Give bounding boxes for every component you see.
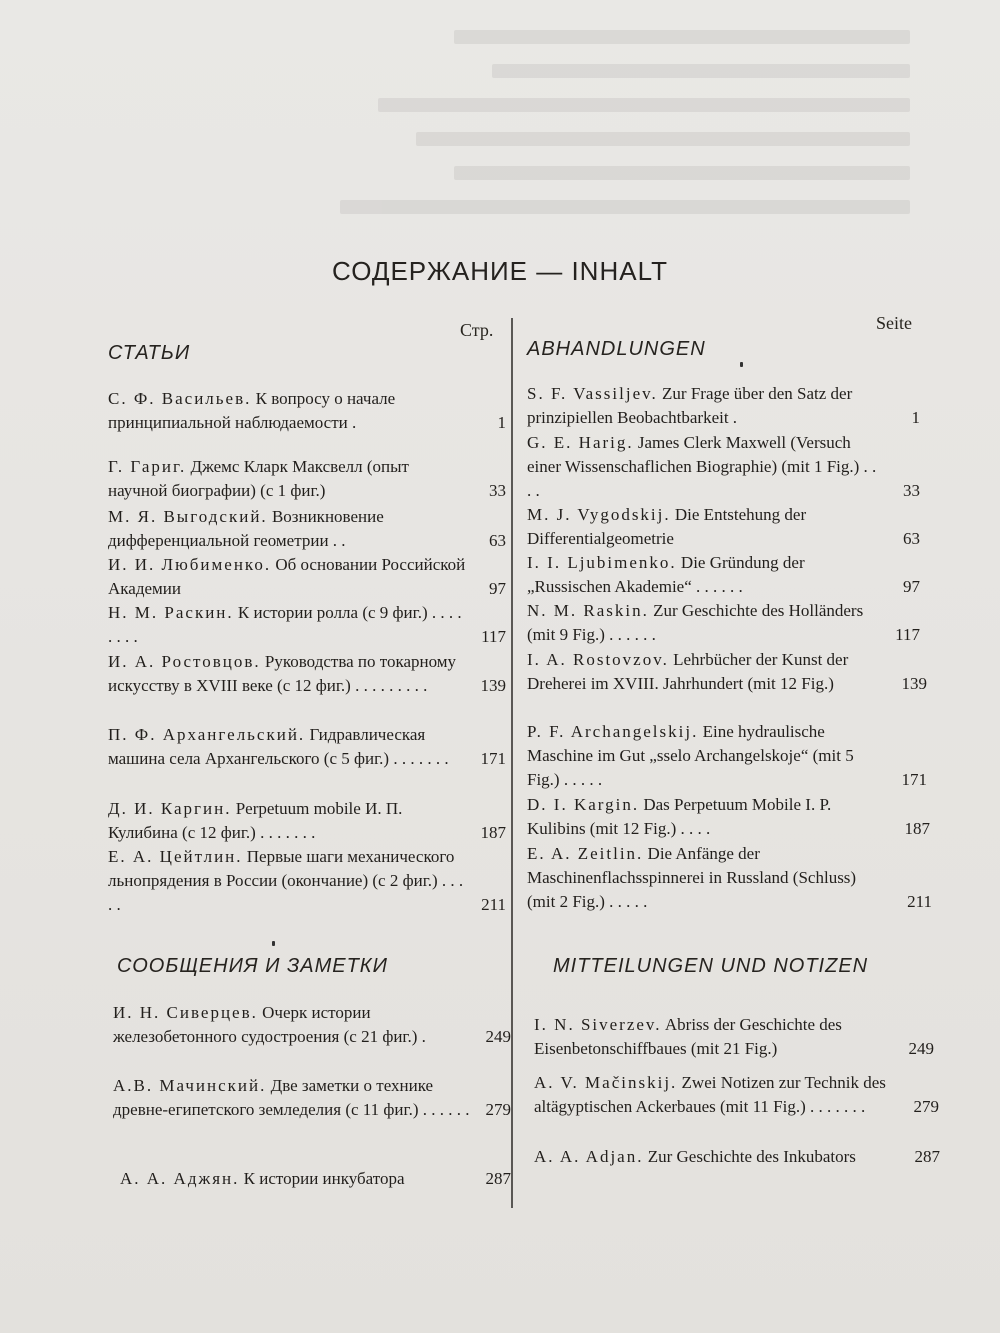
toc-entry[interactable]: [527, 793, 930, 841]
entry-page: 287: [485, 1169, 511, 1188]
entry-title: Die Anfänge der Maschinenflachsspinnerei in Russland (Schluss) (mit 2 Fig.) . . . . .: [527, 844, 857, 911]
toc-entry[interactable]: [108, 505, 506, 553]
entry-author: A. A. Adjan.: [534, 1147, 644, 1166]
entry-author: A. V. Mačinskij.: [534, 1073, 678, 1092]
toc-entry[interactable]: [527, 720, 927, 792]
entry-page: 33: [903, 481, 920, 500]
toc-entry[interactable]: [527, 842, 932, 914]
entry-author: М. Я. Выгодский.: [108, 507, 268, 526]
page-title: СОДЕРЖАНИЕ — INHALT: [332, 256, 668, 286]
entry-author: И. Н. Сиверцев.: [113, 1003, 258, 1022]
entry-title: Гидравлическая машина села Архангельского (с 5 фиг.) . . . . . . .: [108, 725, 449, 768]
section-heading-mitteilungen: MITTEILUNGEN UND NOTIZEN: [553, 955, 869, 977]
toc-entry[interactable]: [534, 1013, 934, 1061]
section-heading-notes: СООБЩЕНИЯ И ЗАМЕТКИ: [117, 955, 388, 977]
entry-page: 187: [904, 819, 930, 838]
entry-author: E. A. Zeitlin.: [527, 844, 644, 863]
toc-entry[interactable]: [108, 387, 506, 435]
entry-page: 211: [907, 892, 932, 911]
toc-entry[interactable]: [113, 1074, 511, 1122]
section-heading-articles: СТАТЬИ: [108, 342, 191, 364]
toc-entry[interactable]: [108, 553, 506, 601]
entry-author: M. J. Vygodskij.: [527, 505, 671, 524]
entry-author: N. M. Raskin.: [527, 601, 649, 620]
entry-title: Zur Frage über den Satz der prinzipiellen Beobachtbarkeit .: [527, 384, 853, 427]
entry-author: А. А. Аджян.: [120, 1169, 240, 1188]
entry-author: I. A. Rostovzov.: [527, 650, 669, 669]
toc-entry[interactable]: [120, 1167, 511, 1191]
toc-entry[interactable]: [108, 845, 506, 917]
entry-page: 97: [903, 577, 920, 596]
entry-title: James Clerk Maxwell (Versuch einer Wissenschaflichen Biographie) (mit 1 Fig.) . . . .: [527, 433, 877, 500]
entry-title: Об основании Российской Академии: [108, 555, 466, 598]
toc-entry[interactable]: [527, 503, 920, 551]
entry-author: Н. М. Раскин.: [108, 603, 234, 622]
entry-page: 187: [480, 823, 506, 842]
entry-author: D. I. Kargin.: [527, 795, 640, 814]
entry-page: 249: [485, 1027, 511, 1046]
entry-author: Г. Гариг.: [108, 457, 187, 476]
right-page-header: Seite: [876, 313, 912, 333]
entry-page: 97: [489, 579, 506, 598]
entry-author: С. Ф. Васильев.: [108, 389, 252, 408]
toc-entry[interactable]: [113, 1001, 511, 1049]
entry-title: К вопросу о начале принципиальной наблюдаемости .: [108, 389, 396, 432]
entry-title: Zwei Notizen zur Technik des altägyptischen Ackerbaues (mit 11 Fig.) . . . . . . .: [534, 1073, 886, 1116]
toc-entry[interactable]: [108, 601, 506, 649]
toc-entry[interactable]: [527, 431, 920, 503]
entry-author: I. N. Siverzev.: [534, 1015, 662, 1034]
toc-entry[interactable]: [527, 599, 920, 647]
entry-page: 279: [913, 1097, 939, 1116]
entry-page: 33: [489, 481, 506, 500]
toc-entry[interactable]: [108, 723, 506, 771]
toc-entry[interactable]: [534, 1071, 939, 1119]
entry-page: 171: [901, 770, 927, 789]
entry-page: 117: [481, 627, 506, 646]
entry-title: Abriss der Geschichte des Eisenbetonschiffbaues (mit 21 Fig.): [534, 1015, 842, 1058]
entry-page: 139: [901, 674, 927, 693]
entry-title: Zur Geschichte des Holländers (mit 9 Fig.) . . . . . .: [527, 601, 864, 644]
entry-title: Eine hydraulische Maschine im Gut „sselo Archangelskoje“ (mit 5 Fig.) . . . . .: [527, 722, 854, 789]
entry-author: I. I. Ljubimenko.: [527, 553, 677, 572]
entry-page: 117: [895, 625, 920, 644]
entry-title: Perpetuum mobile И. П. Кулибина (с 12 фиг.) . . . . . . .: [108, 799, 403, 842]
entry-page: 1: [497, 413, 506, 432]
entry-title: Две заметки о технике древне-египетского земледелия (с 11 фиг.) . . . . . .: [113, 1076, 470, 1119]
entry-author: И. А. Ростовцов.: [108, 652, 261, 671]
entry-title: Руководства по токарному искусству в XVIII веке (с 12 фиг.) . . . . . . . . .: [108, 652, 457, 695]
entry-author: G. E. Harig.: [527, 433, 634, 452]
entry-page: 279: [485, 1100, 511, 1119]
print-speck: [272, 941, 275, 946]
toc-entry[interactable]: [527, 648, 927, 696]
entry-page: 211: [481, 895, 506, 914]
entry-page: 249: [908, 1039, 934, 1058]
toc-entry[interactable]: [527, 551, 920, 599]
entry-author: Д. И. Каргин.: [108, 799, 232, 818]
toc-entry[interactable]: [108, 797, 506, 845]
entry-page: 63: [903, 529, 920, 548]
entry-author: Е. А. Цейтлин.: [108, 847, 243, 866]
entry-title: Lehrbücher der Kunst der Dreherei im XVIII. Jahrhundert (mit 12 Fig.): [527, 650, 849, 693]
entry-author: P. F. Archangelskij.: [527, 722, 699, 741]
entry-author: И. И. Любименко.: [108, 555, 272, 574]
entry-page: 139: [480, 676, 506, 695]
toc-entry[interactable]: [108, 650, 506, 698]
toc-entry[interactable]: [534, 1145, 940, 1169]
entry-page: 1: [911, 408, 920, 427]
entry-author: А.В. Мачинский.: [113, 1076, 267, 1095]
entry-title: Возникновение дифференциальной геометрии . .: [108, 507, 384, 550]
entry-author: П. Ф. Архангельский.: [108, 725, 306, 744]
entry-page: 287: [914, 1147, 940, 1166]
entry-title: Джемс Кларк Максвелл (опыт научной биографии) (с 1 фиг.): [108, 457, 409, 500]
entry-title: Очерк истории железобетонного судостроения (с 21 фиг.) .: [113, 1003, 426, 1046]
toc-entry[interactable]: [108, 455, 506, 503]
column-divider: [511, 318, 513, 1208]
entry-title: К истории ролла (с 9 фиг.) . . . . . . . .: [108, 603, 462, 646]
toc-entry[interactable]: [527, 382, 920, 430]
entry-title: Das Perpetuum Mobile I. P. Kulibins (mit 12 Fig.) . . . .: [527, 795, 832, 838]
entry-author: S. F. Vassiljev.: [527, 384, 658, 403]
entry-page: 171: [480, 749, 506, 768]
entry-page: 63: [489, 531, 506, 550]
section-heading-abhandlungen: ABHANDLUNGEN: [527, 338, 706, 360]
bleed-through-text: [150, 10, 910, 270]
left-page-header: Стр.: [460, 320, 494, 340]
entry-title: Die Entstehung der Differentialgeometrie: [527, 505, 807, 548]
entry-title: Zur Geschichte des Inkubators: [647, 1147, 856, 1166]
entry-title: Die Gründung der „Russischen Akademie“ . . . . . .: [527, 553, 805, 596]
entry-title: Первые шаги механического льнопрядения в России (окончание) (с 2 фиг.) . . . . .: [108, 847, 464, 914]
entry-title: К истории инкубатора: [243, 1169, 405, 1188]
print-speck: [740, 362, 743, 367]
